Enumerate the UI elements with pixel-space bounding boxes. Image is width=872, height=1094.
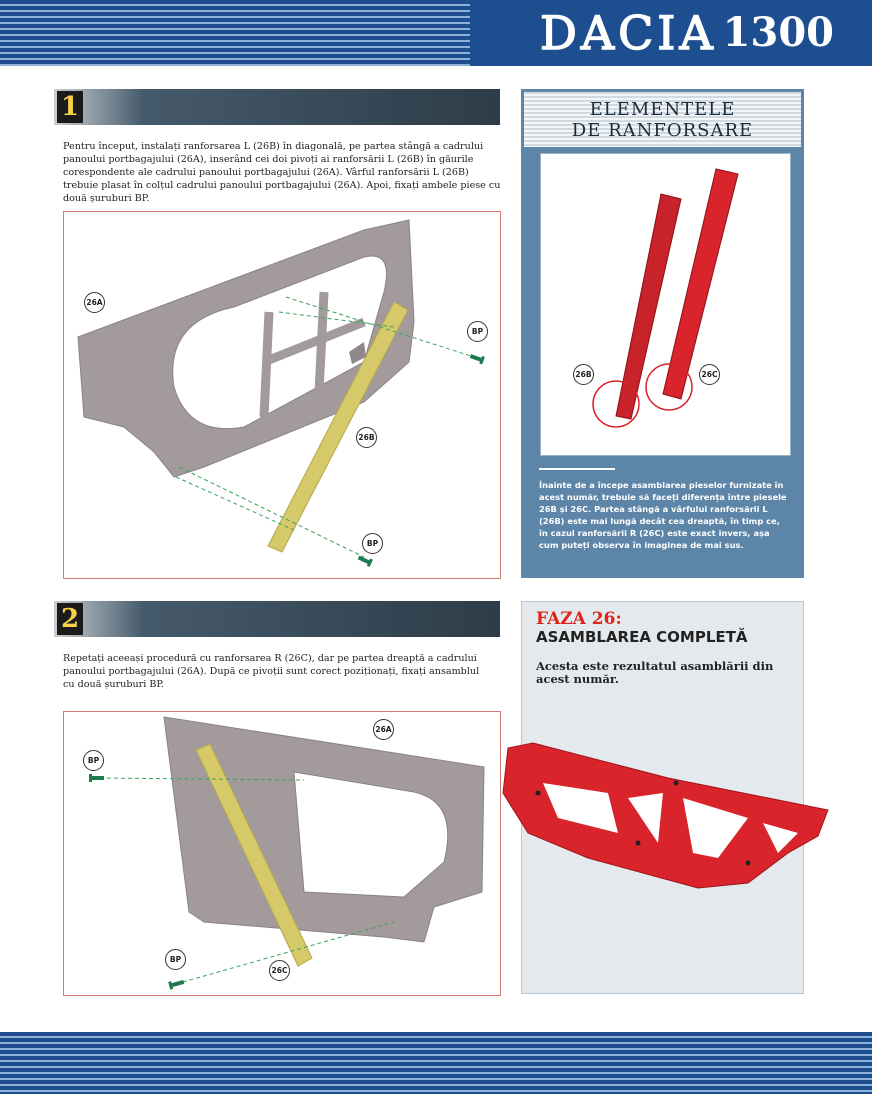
label-bp-bottom: BP	[362, 533, 383, 554]
label-26b: 26B	[356, 427, 377, 448]
logo-brand: DACIA	[539, 6, 717, 60]
step-1-text: Pentru început, instalați ranforsarea L (26B) în diagonală, pe partea stângă a cadrului panoului portbagajului (26A), inserând cei doi pivoți ai ranforsării L (26B) în găurile corespondente ale cadrului panoului portbagajului (26A). Vârful ranforsării L (26B) trebuie plasat în colțul cadrului panoului portbagajului (26A). Apoi, fixați ambele piese cu două șuruburi BP.	[63, 141, 501, 204]
step-2-header	[54, 601, 500, 637]
reinforcements-title	[524, 92, 801, 147]
step-2-illustration	[64, 712, 500, 995]
assembly-frame	[503, 743, 828, 888]
step-2-text: Repetați aceeași procedură cu ranforsarea R (26C), dar pe partea dreaptă a cadrului panoului portbagajului (26A). După ce pivoții sunt corect poziționați, fixați ansamblul cu două șuruburi BP.	[63, 653, 480, 690]
reinforcements-photo	[540, 153, 791, 456]
label-26b: 26B	[573, 364, 594, 385]
reinforcements-divider	[539, 468, 615, 470]
complete-assembly-image	[498, 738, 838, 898]
screw-bp-bottom	[168, 978, 185, 990]
page-header	[0, 0, 872, 66]
screw-bp-top	[89, 774, 104, 782]
reinforcements-title-line1: ELEMENTELE	[589, 99, 736, 120]
header-stripes	[0, 0, 470, 66]
label-26c: 26C	[699, 364, 720, 385]
step-1-number: 1	[57, 91, 83, 123]
screw-bp-top	[469, 352, 485, 364]
step-2-number: 2	[57, 603, 83, 635]
step-1-figure	[63, 211, 501, 579]
reinforcements-text: Înainte de a începe asamblarea pieselor furnizate în acest număr, trebuie să faceți diferența între piesele 26B și 26C. Partea stângă a vârfului ranforsării L (26B) este mai lungă decât cea dreaptă, în timp ce, în cazul ranforsării R (26C) este exact invers, așa cum puteți observa în imaginea de mai sus.	[539, 480, 787, 550]
screw-bp-bottom	[357, 554, 373, 567]
reinforcements-title-line2: DE RANFORSARE	[571, 120, 754, 141]
step-1-header	[54, 89, 500, 125]
label-bp-top: BP	[83, 750, 104, 771]
phase-text: Acesta este rezultatul asamblării din acest număr.	[536, 659, 774, 686]
step-1-illustration	[64, 212, 500, 578]
logo-model: 1300	[722, 9, 834, 56]
label-bp-bottom: BP	[165, 949, 186, 970]
reinforcements-box	[521, 89, 804, 578]
page-footer	[0, 1032, 872, 1094]
label-bp-top: BP	[467, 321, 488, 342]
magazine-logo	[540, 6, 834, 60]
label-26a: 26A	[84, 292, 105, 313]
label-26c: 26C	[269, 960, 290, 981]
phase-title: FAZA 26:	[536, 609, 622, 629]
step-2-figure	[63, 711, 501, 996]
label-26a: 26A	[373, 719, 394, 740]
phase-subtitle: ASAMBLAREA COMPLETĂ	[536, 628, 748, 646]
reinforcements-illustration	[541, 154, 790, 455]
